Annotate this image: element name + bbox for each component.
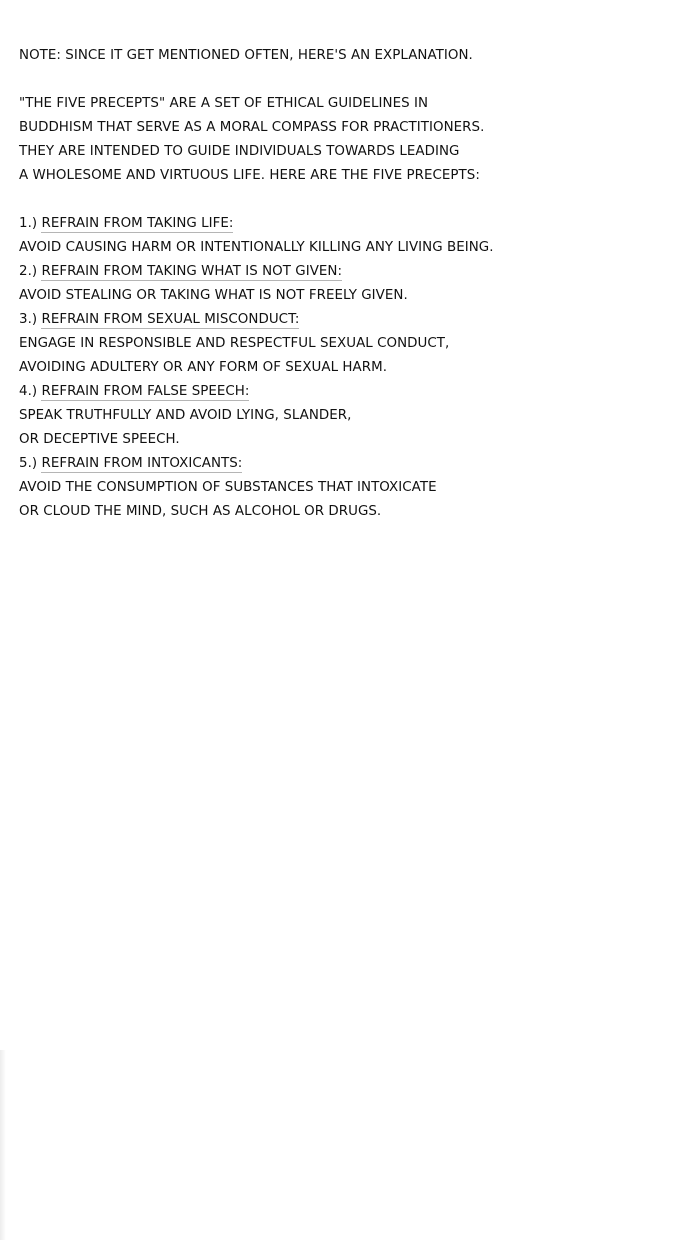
precept-heading: REFRAIN FROM TAKING WHAT IS NOT GIVEN:	[41, 264, 343, 279]
precept-number: 4.)	[19, 384, 38, 399]
precept-4	[19, 380, 689, 452]
precept-description: AVOID THE CONSUMPTION OF SUBSTANCES THAT INTOXICATE	[19, 480, 437, 495]
precepts-text	[19, 44, 689, 524]
precept-description: AVOIDING ADULTERY OR ANY FORM OF SEXUAL HARM.	[19, 360, 388, 375]
precept-description: ENGAGE IN RESPONSIBLE AND RESPECTFUL SEXUAL CONDUCT,	[19, 336, 450, 351]
precept-number: 2.)	[19, 264, 38, 279]
precept-heading-line	[19, 308, 689, 332]
precept-heading-line	[19, 380, 689, 404]
blank-line	[19, 188, 689, 212]
intro-line: BUDDHISM THAT SERVE AS A MORAL COMPASS FOR PRACTITIONERS.	[19, 120, 485, 135]
precept-description: AVOID STEALING OR TAKING WHAT IS NOT FREELY GIVEN.	[19, 288, 408, 303]
precept-heading: REFRAIN FROM INTOXICANTS:	[41, 456, 243, 471]
precept-1	[19, 212, 689, 260]
precept-3	[19, 308, 689, 380]
blank-line	[19, 68, 689, 92]
precept-5	[19, 452, 689, 524]
page-edge-shadow	[0, 1050, 6, 1240]
precept-number: 3.)	[19, 312, 38, 327]
precept-description: SPEAK TRUTHFULLY AND AVOID LYING, SLANDER,	[19, 408, 352, 423]
precept-heading: REFRAIN FROM SEXUAL MISCONDUCT:	[41, 312, 300, 327]
precept-description: AVOID CAUSING HARM OR INTENTIONALLY KILLING ANY LIVING BEING.	[19, 240, 494, 255]
precept-heading-line	[19, 452, 689, 476]
precept-description: OR DECEPTIVE SPEECH.	[19, 432, 180, 447]
precept-heading-line	[19, 212, 689, 236]
precept-heading: REFRAIN FROM TAKING LIFE:	[41, 216, 234, 231]
precept-number: 5.)	[19, 456, 38, 471]
intro-line: "THE FIVE PRECEPTS" ARE A SET OF ETHICAL GUIDELINES IN	[19, 96, 429, 111]
intro-line: THEY ARE INTENDED TO GUIDE INDIVIDUALS TOWARDS LEADING	[19, 144, 460, 159]
note-line: NOTE: SINCE IT GET MENTIONED OFTEN, HERE'S AN EXPLANATION.	[19, 48, 473, 63]
precept-heading: REFRAIN FROM FALSE SPEECH:	[41, 384, 250, 399]
precept-number: 1.)	[19, 216, 38, 231]
precept-2	[19, 260, 689, 308]
intro-line: A WHOLESOME AND VIRTUOUS LIFE. HERE ARE THE FIVE PRECEPTS:	[19, 168, 480, 183]
precept-heading-line	[19, 260, 689, 284]
precept-description: OR CLOUD THE MIND, SUCH AS ALCOHOL OR DRUGS.	[19, 504, 382, 519]
